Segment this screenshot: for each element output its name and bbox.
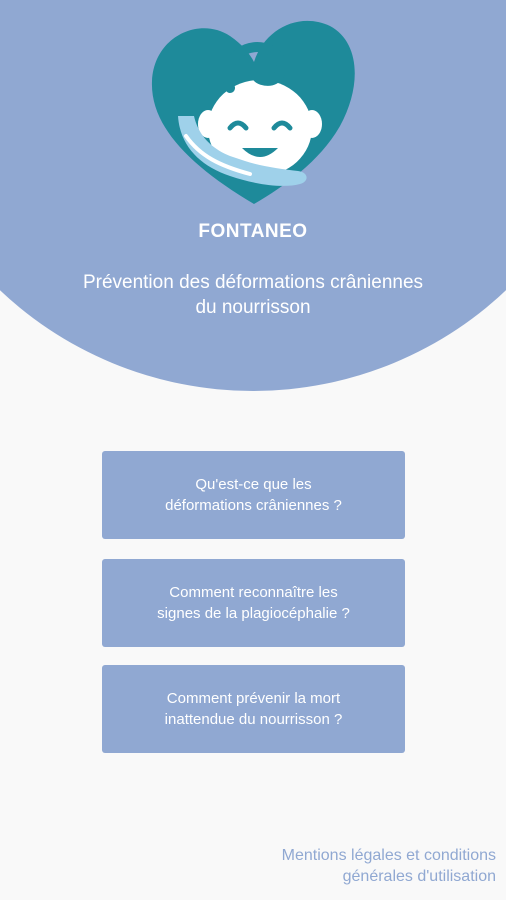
- menu-button-recognize-plagiocephaly[interactable]: Comment reconnaître les signes de la plagiocéphalie ?: [102, 559, 405, 647]
- baby-heart-logo-icon: [150, 16, 358, 206]
- legal-terms-link[interactable]: Mentions légales et conditions générales d'utilisation: [281, 847, 496, 885]
- app-tagline: Prévention des déformations crâniennes du nourrisson: [82, 272, 424, 318]
- menu-button-prevent-sudden-death[interactable]: Comment prévenir la mort inattendue du nourrisson ?: [102, 665, 405, 753]
- menu-button-cranial-deformations[interactable]: Qu'est-ce que les déformations crâniennes ?: [102, 451, 405, 539]
- app-title: FONTANEO: [198, 221, 308, 242]
